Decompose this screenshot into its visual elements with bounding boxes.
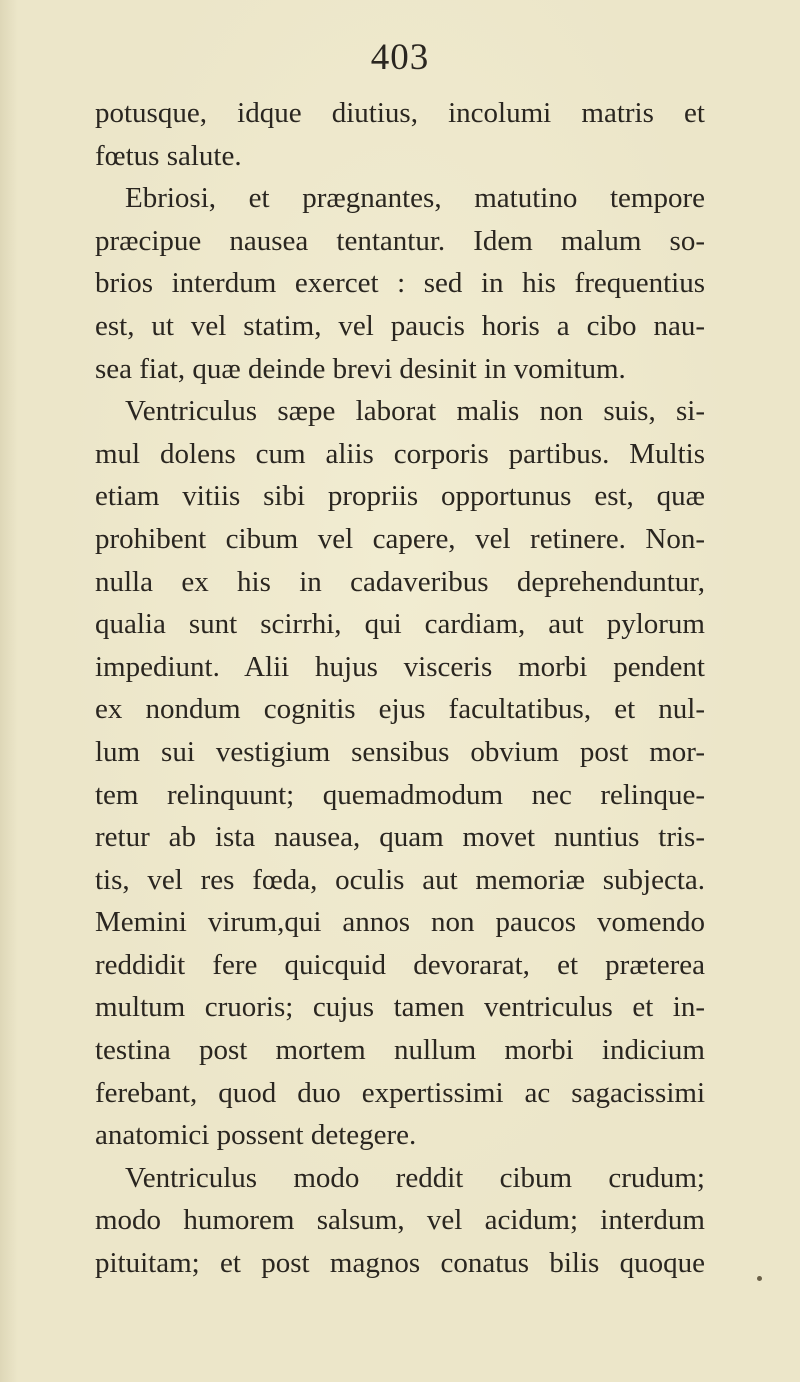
text-line: tis, vel res fœda, oculis aut memoriæ subjecta. — [95, 863, 705, 896]
ink-speck — [757, 1276, 762, 1281]
text-line: potusque, idque diutius, incolumi matris et — [95, 97, 705, 129]
text-line: fœtus salute. — [95, 139, 242, 172]
body-text — [95, 92, 705, 1285]
text-line: lum sui vestigium sensibus obvium post mor- — [95, 735, 705, 768]
text-line: pituitam; et post magnos conatus bilis quoque — [95, 1247, 705, 1280]
text-line: Memini virum,qui annos non paucos vomendo — [95, 906, 705, 939]
text-line: retur ab ista nausea, quam movet nuntius tris- — [95, 821, 705, 854]
text-line: qualia sunt scirrhi, qui cardiam, aut pylorum — [95, 608, 705, 641]
text-line: ex nondum cognitis ejus facultatibus, et nul- — [95, 693, 705, 726]
text-line: mul dolens cum aliis corporis partibus. Multis — [95, 437, 705, 470]
text-line: anatomici possent detegere. — [95, 1119, 417, 1152]
text-line: est, ut vel statim, vel paucis horis a cibo nau- — [95, 309, 705, 342]
page-number: 403 — [370, 37, 430, 78]
text-line: præcipue nausea tentantur. Idem malum so- — [95, 224, 705, 257]
text-line: sea fiat, quæ deinde brevi desinit in vomitum. — [95, 352, 626, 385]
text-line: reddidit fere quicquid devorarat, et præterea — [95, 948, 705, 981]
text-line: nulla ex his in cadaveribus deprehenduntur, — [95, 565, 705, 598]
text-line: brios interdum exercet : sed in his frequentius — [95, 267, 705, 300]
text-line: ferebant, quod duo expertissimi ac sagacissimi — [95, 1076, 705, 1109]
text-line: prohibent cibum vel capere, vel retinere. Non- — [95, 522, 705, 555]
text-line: impediunt. Alii hujus visceris morbi pendent — [95, 650, 705, 683]
text-line: Ventriculus modo reddit cibum crudum; — [125, 1161, 705, 1194]
text-line: Ventriculus sæpe laborat malis non suis, si- — [125, 395, 705, 428]
text-line: testina post mortem nullum morbi indicium — [95, 1034, 705, 1067]
text-line: multum cruoris; cujus tamen ventriculus et in- — [95, 991, 705, 1024]
text-line: modo humorem salsum, vel acidum; interdum — [95, 1204, 705, 1237]
text-line: Ebriosi, et prægnantes, matutino tempore — [125, 182, 705, 215]
text-line: etiam vitiis sibi propriis opportunus est, quæ — [95, 480, 705, 513]
text-line: tem relinquunt; quemadmodum nec relinque- — [95, 778, 705, 811]
